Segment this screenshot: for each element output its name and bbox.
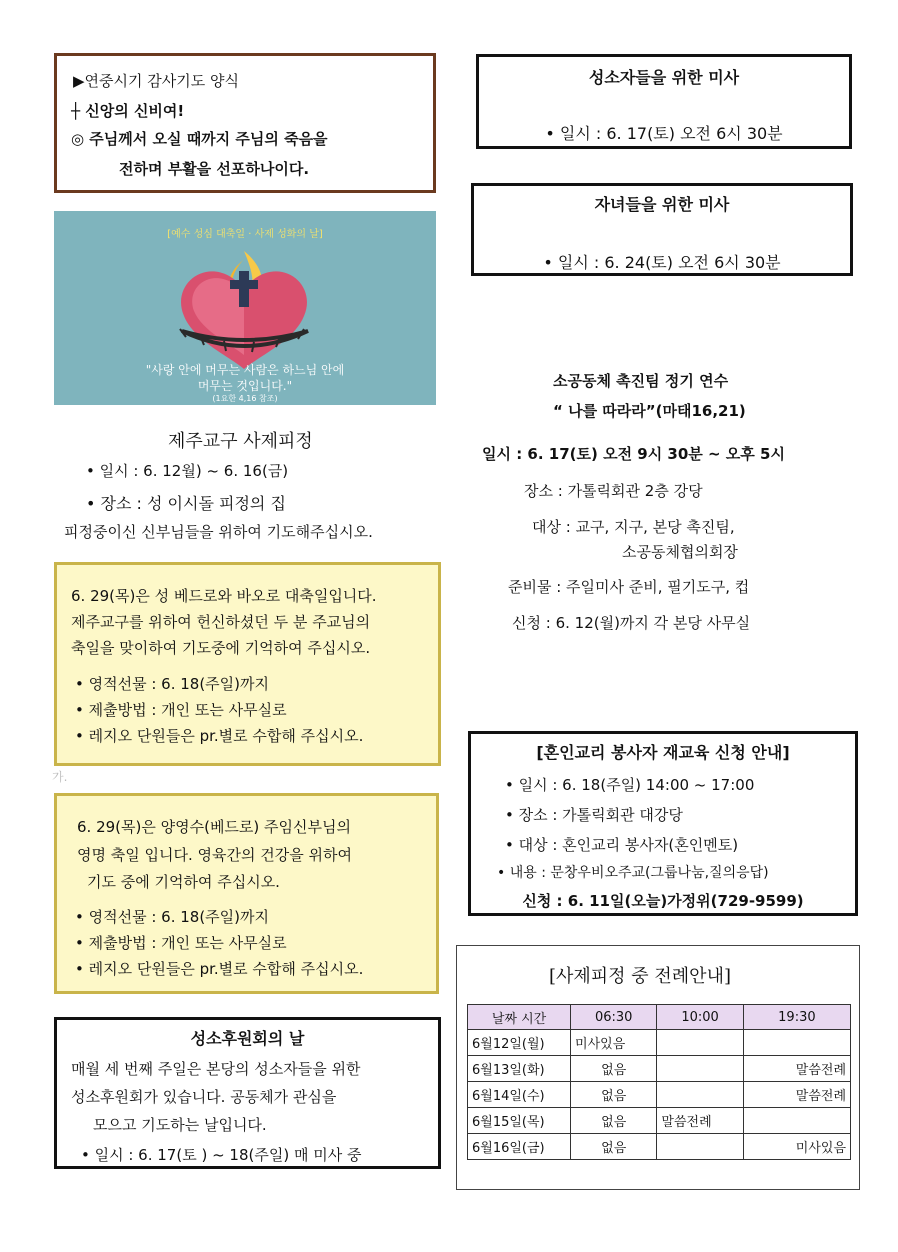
mass-vocations-box — [476, 54, 852, 149]
mass-children-date: • 일시 : 6. 24(토) 오전 6시 30분 — [543, 253, 781, 272]
vocation-day-box — [54, 1017, 441, 1169]
community-subtitle: “ 나를 따라라”(마태16,21) — [553, 402, 746, 420]
pastor-feast-box — [54, 793, 439, 994]
vocation-p3: 모으고 기도하는 날입니다. — [93, 1116, 267, 1134]
vocation-date: • 일시 : 6. 17(토 ) ~ 18(주일) 매 미사 중 — [81, 1146, 362, 1164]
prayer-line-3: 전하며 부활을 선포하나이다. — [119, 160, 310, 178]
marriage-content: • 내용 : 문창우비오주교(그룹나눔,질의응답) — [497, 865, 769, 881]
liturgy-cell-date: 6월12일(월) — [468, 1030, 571, 1056]
liturgy-cell-1000: 말씀전례 — [657, 1108, 743, 1134]
table-row — [468, 1082, 851, 1108]
liturgy-cell-1930: 미사있음 — [743, 1134, 850, 1160]
community-date: 일시 : 6. 17(토) 오전 9시 30분 ~ 오후 5시 — [482, 445, 785, 463]
liturgy-header-row — [468, 1005, 851, 1030]
community-apply: 신청 : 6. 12(월)까지 각 본당 사무실 — [512, 614, 751, 632]
mass-children-title: 자녀들을 위한 미사 — [594, 195, 730, 214]
marriage-course-box — [468, 731, 858, 916]
marriage-apply: 신청 : 6. 11일(오늘)가정위(729-9599) — [522, 892, 804, 910]
liturgy-header-1000: 10:00 — [657, 1005, 743, 1030]
mass-vocations-date: • 일시 : 6. 17(토) 오전 6시 30분 — [545, 124, 783, 143]
liturgy-cell-1000 — [657, 1082, 743, 1108]
prayer-line-2: ◎ 주님께서 오실 때까지 주님의 죽음을 — [71, 130, 328, 148]
pastor-p1: 6. 29(목)은 양영수(베드로) 주임신부님의 — [77, 818, 351, 836]
marriage-date: • 일시 : 6. 18(주일) 14:00 ~ 17:00 — [505, 776, 755, 794]
liturgy-cell-0630: 없음 — [571, 1082, 657, 1108]
liturgy-cell-1930: 말씀전례 — [743, 1056, 850, 1082]
vocation-title: 성소후원회의 날 — [190, 1029, 305, 1048]
mass-children-box — [471, 183, 853, 276]
retreat-date: • 일시 : 6. 12월) ~ 6. 16(금) — [86, 462, 289, 480]
liturgy-schedule-box — [456, 945, 860, 1190]
retreat-place: • 장소 : 성 이시돌 피정의 집 — [86, 494, 286, 513]
bishops-bullet-1: • 영적선물 : 6. 18(주일)까지 — [75, 675, 269, 693]
image-quote-2: 머무는 것입니다." — [197, 379, 293, 393]
liturgy-header-1930: 19:30 — [743, 1005, 850, 1030]
liturgy-cell-0630: 없음 — [571, 1056, 657, 1082]
stray-text: 가. — [52, 770, 68, 784]
community-place: 장소 : 가톨릭회관 2층 강당 — [524, 482, 703, 500]
pastor-p2: 영명 축일 입니다. 영육간의 건강을 위하여 — [77, 846, 352, 864]
liturgy-header-0630: 06:30 — [571, 1005, 657, 1030]
community-target-1: 대상 : 교구, 지구, 본당 촉진팀, — [532, 518, 735, 536]
bishops-p2: 제주교구를 위하여 헌신하셨던 두 분 주교님의 — [71, 613, 371, 631]
liturgy-cell-date: 6월15일(목) — [468, 1108, 571, 1134]
liturgy-header-date: 날짜 시간 — [468, 1005, 571, 1030]
marriage-title: [혼인교리 봉사자 재교육 신청 안내] — [536, 743, 790, 762]
liturgy-cell-0630: 미사있음 — [571, 1030, 657, 1056]
retreat-note: 피정중이신 신부님들을 위하여 기도해주십시오. — [64, 523, 373, 541]
pastor-bullet-2: • 제출방법 : 개인 또는 사무실로 — [75, 934, 287, 952]
table-row — [468, 1056, 851, 1082]
retreat-title: 제주교구 사제피정 — [168, 431, 313, 452]
vocation-p1: 매월 세 번째 주일은 본당의 성소자들을 위한 — [71, 1060, 361, 1078]
community-title: 소공동체 촉진팀 정기 연수 — [553, 372, 729, 390]
liturgy-cell-1000 — [657, 1056, 743, 1082]
community-target-2: 소공동체협의회장 — [622, 543, 738, 561]
sacred-heart-image — [54, 211, 436, 405]
prayer-box — [54, 53, 436, 193]
bishops-bullet-3: • 레지오 단원들은 pr.별로 수합해 주십시오. — [75, 727, 364, 745]
bishops-p3: 축일을 맞이하여 기도중에 기억하여 주십시오. — [71, 639, 371, 657]
bishops-feast-box — [54, 562, 441, 766]
liturgy-title: [사제피정 중 전례안내] — [549, 966, 731, 987]
image-quote-1: "사랑 안에 머무는 사람은 하느님 안에 — [145, 363, 345, 377]
table-row — [468, 1030, 851, 1056]
prayer-line-1: ┼ 신앙의 신비여! — [71, 102, 185, 120]
marriage-place: • 장소 : 가톨릭회관 대강당 — [505, 806, 683, 824]
marriage-target: • 대상 : 혼인교리 봉사자(혼인멘토) — [505, 836, 739, 854]
liturgy-cell-1000 — [657, 1134, 743, 1160]
liturgy-cell-1930 — [743, 1030, 850, 1056]
liturgy-cell-0630: 없음 — [571, 1108, 657, 1134]
table-row — [468, 1108, 851, 1134]
pastor-bullet-1: • 영적선물 : 6. 18(주일)까지 — [75, 908, 269, 926]
pastor-p3: 기도 중에 기억하여 주십시오. — [87, 873, 280, 891]
image-quote-source: (1요한 4,16 참조) — [212, 394, 278, 403]
community-prep: 준비물 : 주일미사 준비, 필기도구, 컵 — [508, 578, 750, 596]
liturgy-table — [467, 1004, 851, 1160]
bishops-p1: 6. 29(목)은 성 베드로와 바오로 대축일입니다. — [71, 587, 377, 605]
liturgy-cell-1000 — [657, 1030, 743, 1056]
liturgy-cell-1930: 말씀전례 — [743, 1082, 850, 1108]
bishops-bullet-2: • 제출방법 : 개인 또는 사무실로 — [75, 701, 287, 719]
image-caption-top: [예수 성심 대축일 · 사제 성화의 날] — [167, 229, 323, 240]
mass-vocations-title: 성소자들을 위한 미사 — [588, 68, 740, 87]
prayer-title: ▶연중시기 감사기도 양식 — [73, 72, 239, 90]
liturgy-cell-date: 6월14일(수) — [468, 1082, 571, 1108]
liturgy-cell-0630: 없음 — [571, 1134, 657, 1160]
liturgy-cell-date: 6월13일(화) — [468, 1056, 571, 1082]
liturgy-cell-date: 6월16일(금) — [468, 1134, 571, 1160]
pastor-bullet-3: • 레지오 단원들은 pr.별로 수합해 주십시오. — [75, 960, 364, 978]
liturgy-cell-1930 — [743, 1108, 850, 1134]
vocation-p2: 성소후원회가 있습니다. 공동체가 관심을 — [71, 1088, 337, 1106]
table-row — [468, 1134, 851, 1160]
